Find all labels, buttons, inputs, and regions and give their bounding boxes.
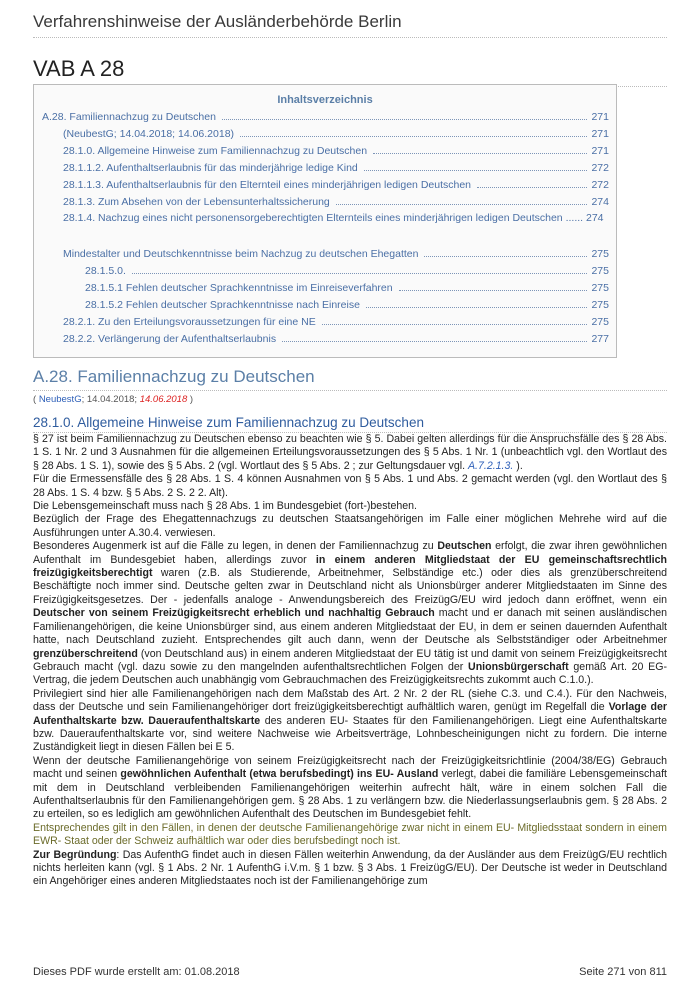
subsection-heading: 28.1.0. Allgemeine Hinweise zum Familiennachzug zu Deutschen bbox=[33, 415, 667, 433]
toc-item[interactable]: (NeubestG; 14.04.2018; 14.06.2018) 271 bbox=[63, 128, 609, 140]
toc-item[interactable]: 28.2.1. Zu den Erteilungsvoraussetzungen für eine NE 275 bbox=[63, 316, 609, 328]
toc-item[interactable]: 28.1.3. Zum Absehen von der Lebensunterhaltssicherung 274 bbox=[63, 196, 609, 208]
page-header: Verfahrenshinweise der Ausländerbehörde Berlin bbox=[33, 12, 667, 38]
toc-item[interactable]: 28.1.5.2 Fehlen deutscher Sprachkenntnisse nach Einreise 275 bbox=[85, 299, 609, 311]
neubestg-link[interactable]: NeubestG bbox=[38, 394, 82, 405]
table-of-contents bbox=[33, 84, 617, 358]
reference-link[interactable]: A.7.2.1.3. bbox=[467, 459, 514, 472]
section-meta: ( NeubestG; 14.04.2018; 14.06.2018 ) bbox=[33, 394, 194, 405]
toc-item[interactable]: 28.1.1.2. Aufenthaltserlaubnis für das minderjährige ledige Kind 272 bbox=[63, 162, 609, 174]
paragraph: Die Lebensgemeinschaft muss nach § 28 Abs. 1 im Bundesgebiet (fort-)bestehen. bbox=[33, 500, 417, 513]
toc-item[interactable]: 28.1.4. Nachzug eines nicht personensorgeberechtigten Elternteils eines minderjährigen ledigen Deutschen ...... 274 bbox=[63, 212, 604, 224]
toc-item[interactable]: Mindestalter und Deutschkenntnisse beim Nachzug zu deutschen Ehegatten 275 bbox=[63, 248, 609, 260]
toc-heading: Inhaltsverzeichnis bbox=[277, 94, 373, 106]
date-highlight: 14.06.2018 bbox=[139, 394, 188, 405]
paragraph: Besonderes Augenmerk ist auf die Fälle zu legen, in denen der Familiennachzug zu Deutschen erfolgt, die zwar ihren gewöhnlichen Aufenthalt im Bundesgebiet haben, allerdings zuvor in einem anderen Mitgliedstaat der EU gemeinschaftsrechtlich freizügigkeitsberechtigt waren (z.B. als Studierende, Arbeitnehmer, Selbständige etc.) oder dies als grenzüberschreitend Beschäftigte noch immer sind. Deutsche gelten zwar in Deutschland nicht als Unionsbürger anderer Mitgliedstaaten im Sinne des Freizügigkeitsgesetzes. Der - jedenfalls analoge - Anwendungsbereich des FreizügG/EU wird jedoch dann eröffnet, wenn ein Deutscher von seinem Freizügigkeitsrecht erheblich und nachhaltig Gebrauch macht und er danach mit seinen ausländischen Familienangehörigen, die keine Unionsbürger sind, aus einem anderen Mitgliedstaat der EU, in dem er seinen dauernden Aufenthalt hatte, nach Deutschland zuzieht. Entsprechendes gilt auch dann, wenn der Deutsche als Selbstständiger oder Arbeitnehmer grenzüberschreitend (von Deutschland aus) in einem anderen Mitgliedstaat der EU tätig ist und damit von seinem Freizügigkeitsrecht Gebrauch macht (vgl. dazu sowie zu den mangelnden aufenthaltsrechtlichen Folgen der Unionsbürgerschaft gemäß Art. 20 EG-Vertrag, die jedem Deutschen auch unabhängig vom Gebrauchmachen des Freizügigkeitsrechts zukommt auch C.1.0.). bbox=[33, 540, 667, 687]
section-heading: A.28. Familiennachzug zu Deutschen bbox=[33, 367, 667, 391]
paragraph: Privilegiert sind hier alle Familienangehörigen nach dem Maßstab des Art. 2 Nr. 2 der RL (siehe C.3. und C.4.). Für den Nachweis, dass der Deutsche und sein Familienangehöriger dort freizügigkeitsberechtigt aufhältlich waren, genügt im Regelfall die Vorlage der Aufenthaltskarte bzw. Daueraufenthaltskarte des anderen EU- Staates für den Familienangehörigen. Liegt eine Aufenthaltskarte bzw. Daueraufenthaltskarte vor, sind weitere Nachweise wie Arbeitsverträge, Lohnbescheinigungen nicht zu fordern. Die interne Zuständigkeit liegt in diesen Fällen bei E 5. bbox=[33, 687, 668, 754]
paragraph: Bezüglich der Frage des Ehegattennachzugs zu deutschen Staatsangehörigen im Falle einer möglichen Mehrehe wird auf die Ausführungen unter A.30.4. verwiesen. bbox=[33, 513, 667, 539]
paragraph: Wenn der deutsche Familienangehörige von seinem Freizügigkeitsrecht nach der Freizügigkeitsrichtlinie (2004/38/EG) Gebrauch macht und seinen gewöhnlichen Aufenthalt (etwa berufsbedingt) ins EU- Ausland verlegt, dabei die familiäre Lebensgemeinschaft mit dem in Deutschland verbleibenden Familienangehörigen weiterhin aufrecht hält, wäre in einem solchen Fall die Aufenthaltserlaubnis für den Familienangehörigen gem. § 28 Abs. 1 zu verlängern bzw. die Niederlassungserlaubnis gem. § 28 Abs. 2 zu erteilen, so es lediglich am gewöhnlichen Aufenthalt des Deutschen im Bundesgebiet fehlt. bbox=[33, 754, 667, 821]
document-title: VAB A 28 bbox=[33, 56, 667, 87]
toc-item[interactable]: 28.2.2. Verlängerung der Aufenthaltserlaubnis 277 bbox=[63, 333, 609, 345]
toc-item[interactable]: A.28. Familiennachzug zu Deutschen 271 bbox=[42, 111, 609, 123]
paragraph: Für die Ermessensfälle des § 28 Abs. 1 S. 4 können Ausnahmen von § 5 Abs. 1 und Abs. 2 gemacht werden (vgl. den Wortlaut des § 28 Abs. 1 S. 4 bzw. § 5 Abs. 2 S. 2 2. Alt). bbox=[33, 473, 667, 499]
body-text bbox=[33, 433, 667, 889]
paragraph: § 27 ist beim Familiennachzug zu Deutschen ebenso zu beachten wie § 5. Dabei gelten allerdings für die Anspruchsfälle des § 28 Abs. 1 S. 1 Nr. 2 und 3 Ausnahmen für die allgemeinen Erteilungsvoraussetzungen des § 5 Abs. 1 Nr. 1 (unbeachtlich vgl. den Wortlaut des § 28 Abs. 1 S. 1), sowie des § 5 Abs. 2 (vgl. Wortlaut des § 5 Abs. 2 ; zur Geltungsdauer vgl. A.7.2.1.3. ). bbox=[33, 433, 667, 472]
paragraph: Zur Begründung: Das AufenthG findet auch in diesen Fällen weiterhin Anwendung, da der Ausländer aus dem FreizügG/EU rechtlich nichts herleiten kann (vgl. § 1 Abs. 2 Nr. 1 AufenthG i.V.m. § 1 bzw. § 3 Abs. 1 FreizügG/EU). Der Deutsche ist weder in Deutschland ein Angehöriger eines anderen Mitgliedstaates noch ist der Familienangehörige zum bbox=[33, 848, 667, 888]
footer-created: Dieses PDF wurde erstellt am: 01.08.2018 bbox=[33, 966, 240, 978]
footer-page-number: Seite 271 von 811 bbox=[579, 966, 667, 978]
toc-item[interactable]: 28.1.1.3. Aufenthaltserlaubnis für den Elternteil eines minderjährigen ledigen Deutschen 272 bbox=[63, 179, 609, 191]
toc-item[interactable]: 28.1.5.1 Fehlen deutscher Sprachkenntnisse im Einreiseverfahren 275 bbox=[85, 282, 609, 294]
toc-item[interactable]: 28.1.0. Allgemeine Hinweise zum Familiennachzug zu Deutschen 271 bbox=[63, 145, 609, 157]
paragraph: Entsprechendes gilt in den Fällen, in denen der deutsche Familienangehörige zwar nicht in einem EU- Mitgliedsstaat sondern in einem EWR- Staat oder der Schweiz aufhältlich war oder dies berufsbedingt noch ist. bbox=[33, 821, 667, 848]
toc-item[interactable]: 28.1.5.0. 275 bbox=[85, 265, 609, 277]
